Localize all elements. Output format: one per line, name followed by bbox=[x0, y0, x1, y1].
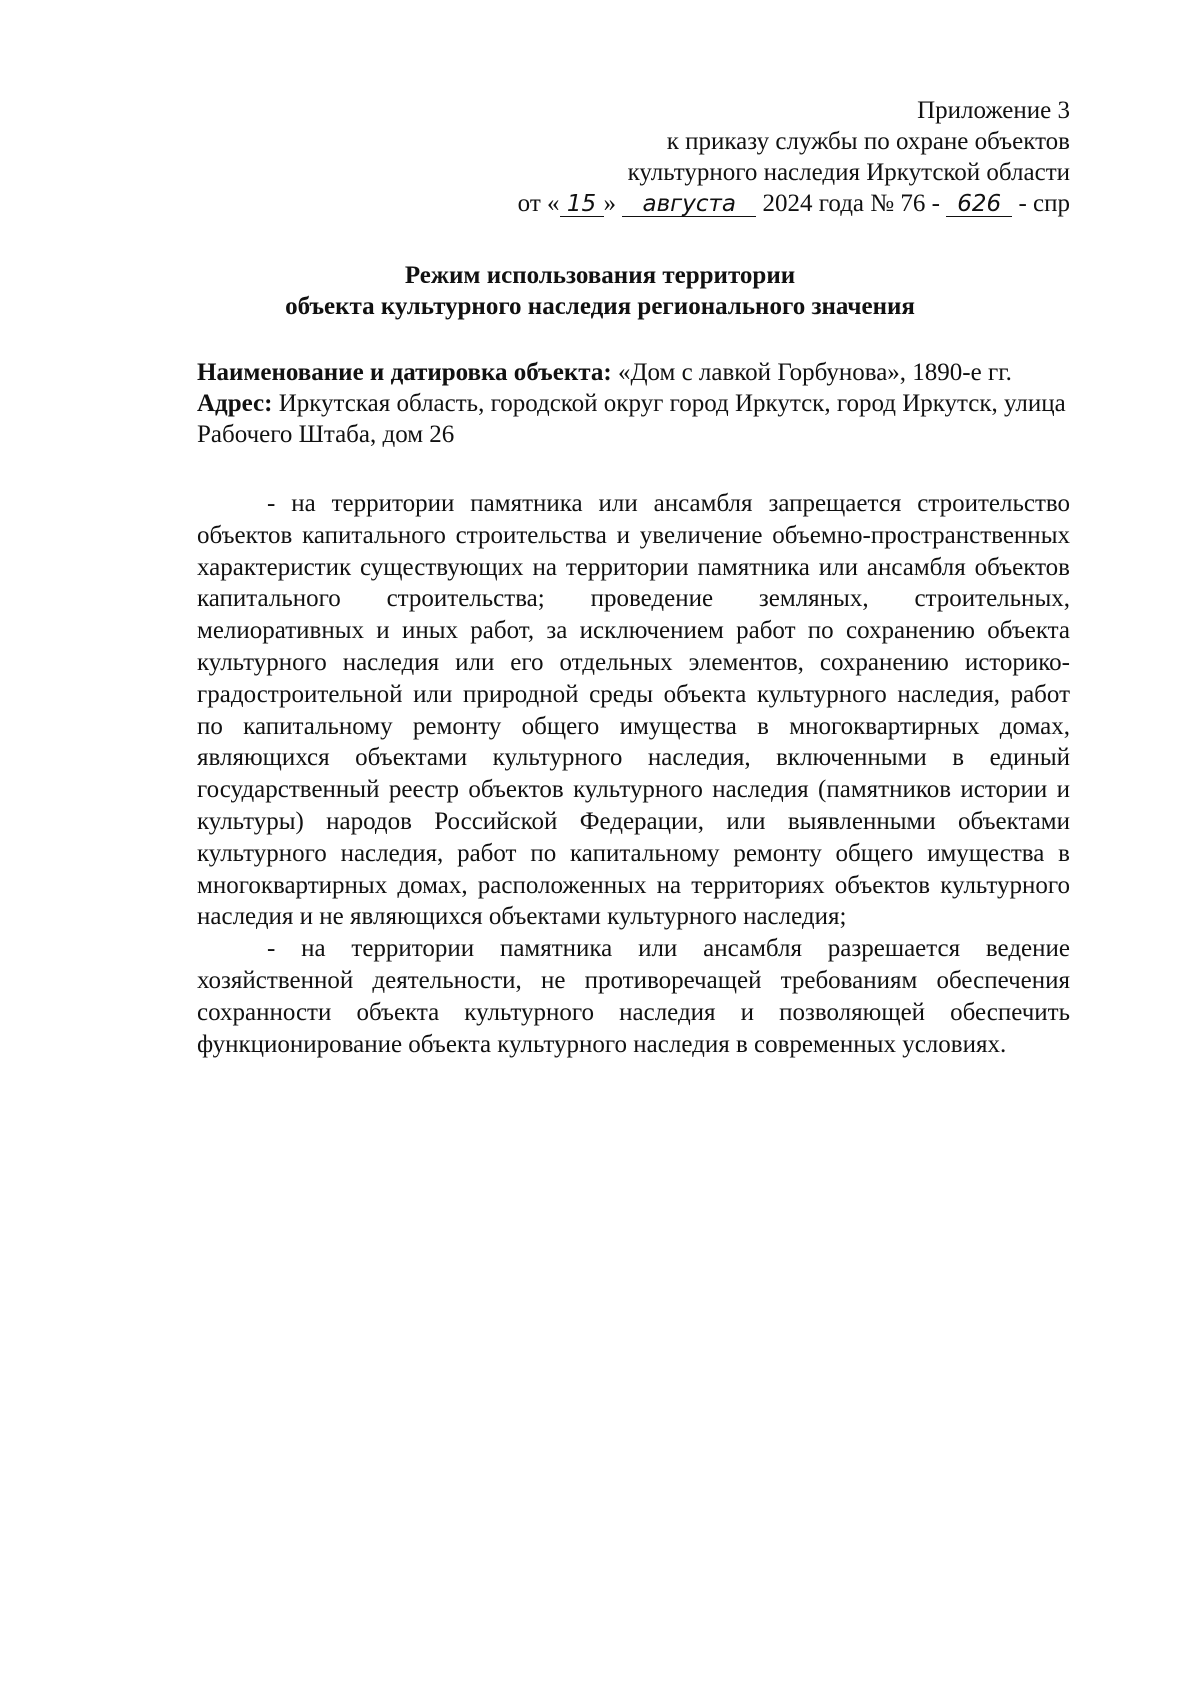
object-address-row bbox=[197, 388, 1070, 450]
order-suffix: - спр bbox=[1018, 190, 1070, 217]
object-address-label: Адрес: bbox=[197, 390, 273, 417]
handwritten-order-number: 626 bbox=[946, 192, 1012, 217]
object-address-value: Иркутская область, городской округ город Иркутск, город Иркутск, улица Рабочего Штаба, дом 26 bbox=[197, 390, 1066, 448]
usage-rules bbox=[197, 488, 1070, 1060]
order-reference-line: к приказу службы по охране объектов bbox=[666, 128, 1070, 155]
appendix-title: Приложение 3 bbox=[917, 97, 1070, 124]
order-authority-line: культурного наследия Иркутской области bbox=[627, 159, 1070, 186]
document-title bbox=[150, 260, 1050, 322]
date-quote-close: » bbox=[603, 190, 617, 217]
object-name-label: Наименование и датировка объекта: bbox=[197, 359, 612, 386]
rule-permission: - на территории памятника или ансамбля разрешается ведение хозяйственной деятельности, не противоречащей требованиям обеспечения сохранности объекта культурного наследия и позволяющей обеспечить функционирование объекта культурного наследия в современных условиях. bbox=[197, 935, 1070, 1058]
date-prefix: от « bbox=[517, 190, 560, 217]
rule-prohibition: - на территории памятника или ансамбля запрещается строительство объектов капитального строительства и увеличение объемно-пространственных характеристик существующих на территории памятника или ансамбля объектов капитального строительства; проведение земляных, строительных, мелиоративных и иных работ, за исключением работ по сохранению объекта культурного наследия или его отдельных элементов, сохранению историко-градостроительной или природной среды объекта культурного наследия, работ по капитальному ремонту общего имущества в многоквартирных домах, являющихся объектами культурного наследия, включенными в единый государственный реестр объектов культурного наследия (памятников истории и культуры) народов Российской Федерации, или выявленными объектами культурного наследия, работ по капитальному ремонту общего имущества в многоквартирных домах, расположенных на территориях объектов культурного наследия и не являющихся объектами культурного наследия; bbox=[197, 490, 1070, 931]
object-name-value: «Дом с лавкой Горбунова», 1890-е гг. bbox=[617, 359, 1012, 386]
title-line-1: Режим использования территории bbox=[404, 262, 796, 289]
handwritten-day: 15 bbox=[560, 192, 604, 217]
object-info bbox=[197, 357, 1070, 450]
handwritten-month: августа bbox=[622, 192, 756, 217]
order-date-line bbox=[518, 188, 1070, 219]
title-line-2: объекта культурного наследия регионального значения bbox=[285, 293, 915, 320]
year-and-number-prefix: 2024 года № 76 - bbox=[762, 190, 940, 217]
object-name-row bbox=[197, 357, 1070, 388]
appendix-header bbox=[518, 95, 1070, 219]
